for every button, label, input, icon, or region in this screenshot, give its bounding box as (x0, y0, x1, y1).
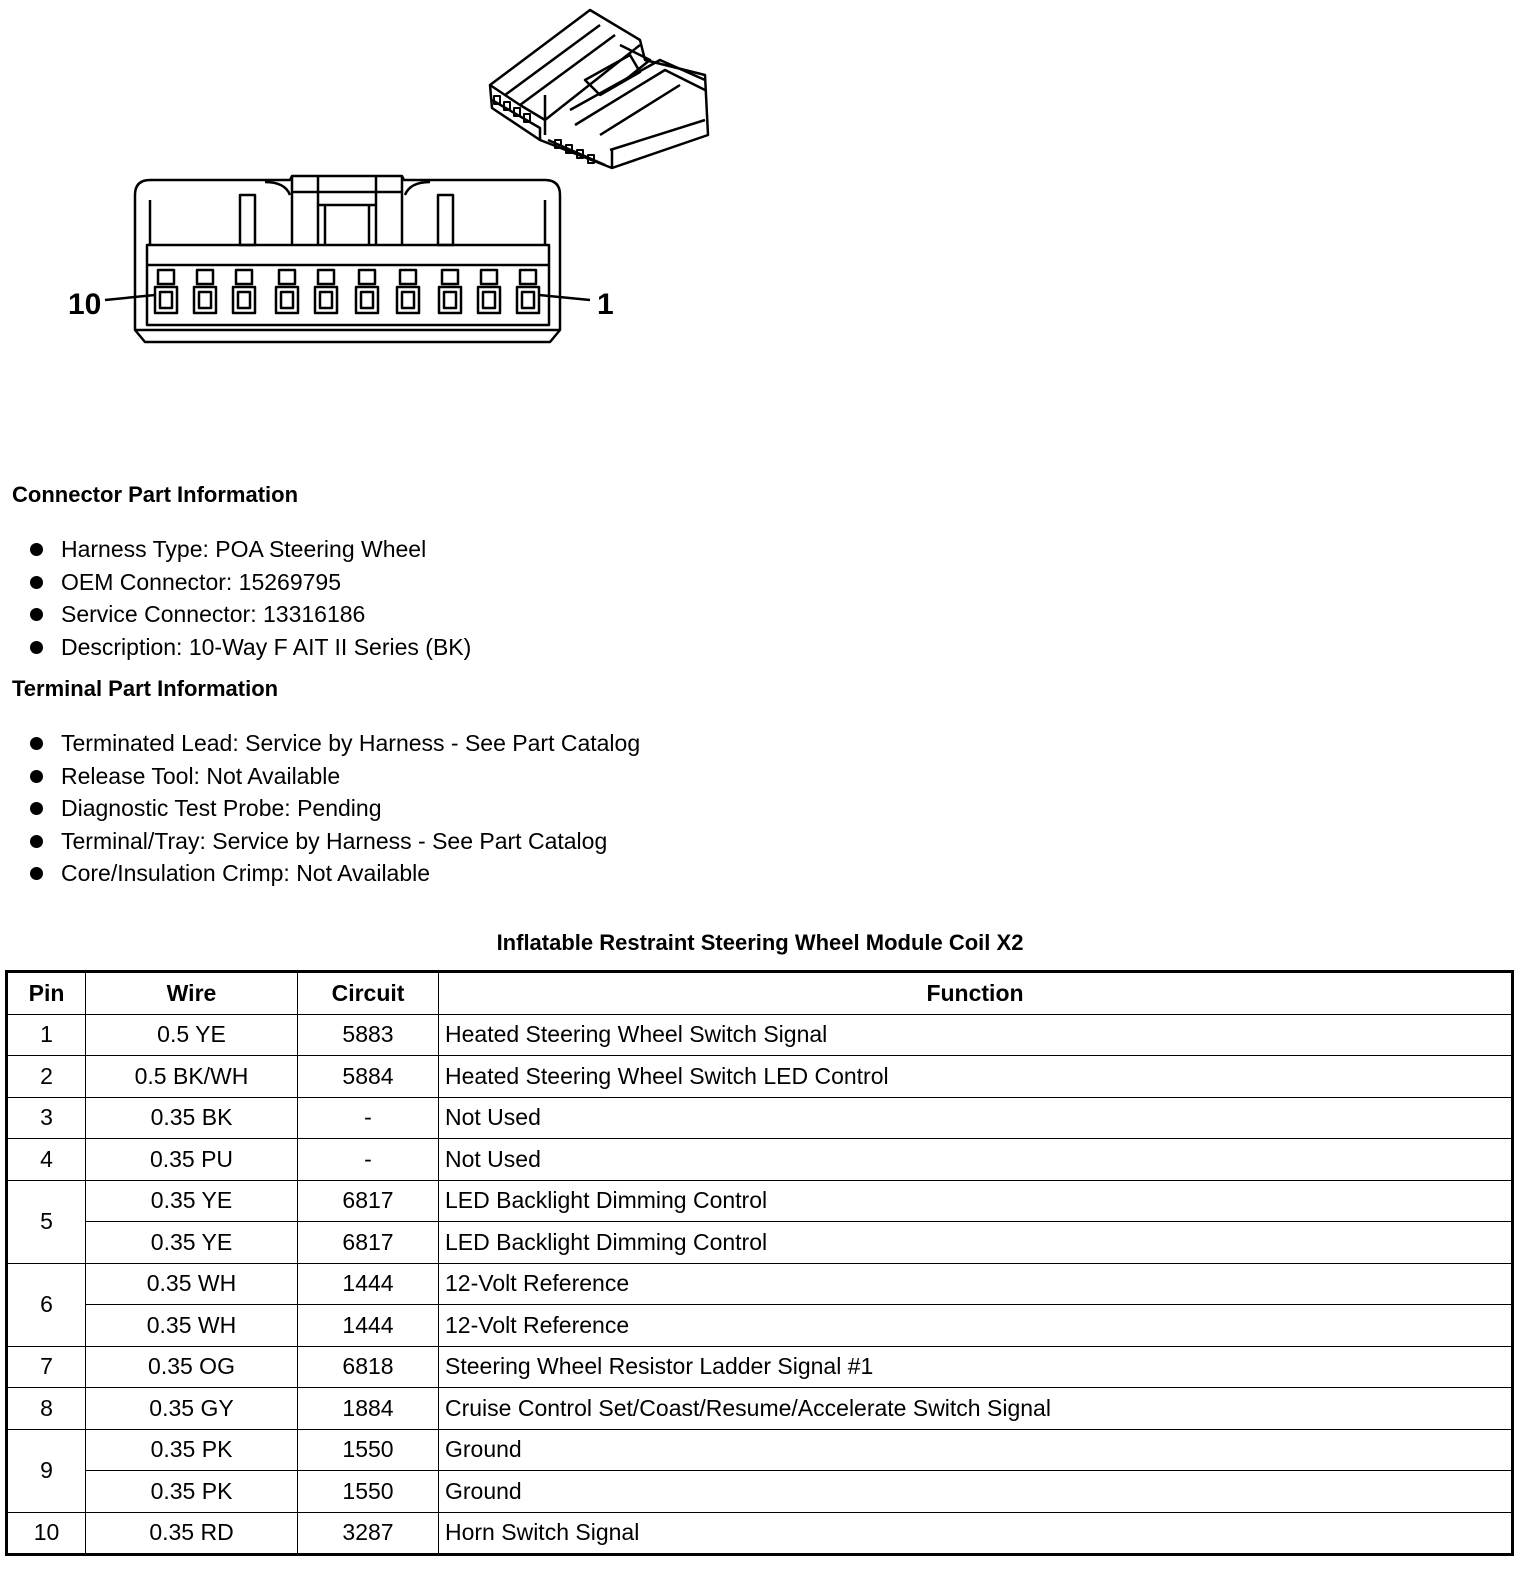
cell-function: Horn Switch Signal (439, 1512, 1513, 1555)
connector-diagram (0, 0, 760, 380)
table-title: Inflatable Restraint Steering Wheel Module Coil X2 (496, 930, 1024, 955)
cell-wire: 0.35 YE (86, 1222, 298, 1264)
bullet-icon (30, 608, 43, 621)
list-item: Diagnostic Test Probe: Pending (30, 792, 640, 825)
connector-isometric-icon (490, 10, 708, 168)
table-row (7, 1139, 1513, 1181)
cell-wire: 0.35 GY (86, 1388, 298, 1430)
cell-wire: 0.35 PU (86, 1139, 298, 1181)
table-row (7, 1512, 1513, 1555)
bullet-icon (30, 737, 43, 750)
table-row (7, 1222, 1513, 1264)
pin-1-label: 1 (597, 288, 614, 321)
cell-circuit: 1884 (298, 1388, 439, 1430)
cell-pin: 8 (7, 1388, 86, 1430)
cell-function: Not Used (439, 1097, 1513, 1139)
connector-info-list (30, 533, 471, 663)
cell-function: Steering Wheel Resistor Ladder Signal #1 (439, 1346, 1513, 1388)
cell-circuit: 1550 (298, 1471, 439, 1513)
table-body (7, 1014, 1513, 1555)
header-circuit: Circuit (298, 972, 439, 1015)
table-row (7, 1056, 1513, 1098)
bullet-icon (30, 867, 43, 880)
cell-circuit: 3287 (298, 1512, 439, 1555)
cell-pin: 3 (7, 1097, 86, 1139)
table-row (7, 1180, 1513, 1222)
cell-circuit: 1550 (298, 1429, 439, 1471)
list-item: Terminated Lead: Service by Harness - See Part Catalog (30, 727, 640, 760)
cell-circuit: 6818 (298, 1346, 439, 1388)
header-wire: Wire (86, 972, 298, 1015)
list-item: OEM Connector: 15269795 (30, 566, 471, 599)
cell-circuit: 1444 (298, 1263, 439, 1305)
connector-illustration (0, 0, 760, 380)
cell-circuit: - (298, 1097, 439, 1139)
list-item: Harness Type: POA Steering Wheel (30, 533, 471, 566)
table-header-row (7, 972, 1513, 1015)
pin-table (5, 970, 1514, 1556)
cell-wire: 0.5 BK/WH (86, 1056, 298, 1098)
table-row (7, 1263, 1513, 1305)
bullet-icon (30, 641, 43, 654)
cell-circuit: - (298, 1139, 439, 1181)
bullet-icon (30, 835, 43, 848)
cell-function: 12-Volt Reference (439, 1263, 1513, 1305)
cell-function: LED Backlight Dimming Control (439, 1180, 1513, 1222)
cell-circuit: 1444 (298, 1305, 439, 1347)
header-pin: Pin (7, 972, 86, 1015)
cell-function: Ground (439, 1471, 1513, 1513)
cell-function: Heated Steering Wheel Switch Signal (439, 1014, 1513, 1056)
cell-circuit: 6817 (298, 1222, 439, 1264)
table-row (7, 1471, 1513, 1513)
cell-function: Ground (439, 1429, 1513, 1471)
table-row (7, 1305, 1513, 1347)
table-row (7, 1014, 1513, 1056)
cell-function: Heated Steering Wheel Switch LED Control (439, 1056, 1513, 1098)
cell-pin: 6 (7, 1263, 86, 1346)
list-item: Release Tool: Not Available (30, 760, 640, 793)
cell-pin: 2 (7, 1056, 86, 1098)
terminal-info-title: Terminal Part Information (12, 676, 279, 701)
cell-wire: 0.35 WH (86, 1263, 298, 1305)
cell-circuit: 5883 (298, 1014, 439, 1056)
terminal-info-list (30, 727, 640, 890)
table-row (7, 1097, 1513, 1139)
cell-wire: 0.35 OG (86, 1346, 298, 1388)
table-row (7, 1388, 1513, 1430)
list-item: Core/Insulation Crimp: Not Available (30, 857, 640, 890)
list-item: Terminal/Tray: Service by Harness - See Part Catalog (30, 825, 640, 858)
cell-wire: 0.35 WH (86, 1305, 298, 1347)
cell-wire: 0.35 PK (86, 1429, 298, 1471)
pin-10-label: 10 (68, 288, 102, 321)
cell-wire: 0.35 RD (86, 1512, 298, 1555)
connector-front-view (105, 176, 590, 342)
cell-function: LED Backlight Dimming Control (439, 1222, 1513, 1264)
cell-pin: 4 (7, 1139, 86, 1181)
list-item: Service Connector: 13316186 (30, 598, 471, 631)
header-function: Function (439, 972, 1513, 1015)
cell-circuit: 5884 (298, 1056, 439, 1098)
bullet-icon (30, 576, 43, 589)
cell-wire: 0.35 PK (86, 1471, 298, 1513)
cell-pin: 5 (7, 1180, 86, 1263)
cell-pin: 7 (7, 1346, 86, 1388)
table-row (7, 1429, 1513, 1471)
bullet-icon (30, 802, 43, 815)
bullet-icon (30, 543, 43, 556)
cell-wire: 0.5 YE (86, 1014, 298, 1056)
cell-wire: 0.35 YE (86, 1180, 298, 1222)
cell-function: 12-Volt Reference (439, 1305, 1513, 1347)
cell-wire: 0.35 BK (86, 1097, 298, 1139)
cell-pin: 1 (7, 1014, 86, 1056)
bullet-icon (30, 770, 43, 783)
cell-circuit: 6817 (298, 1180, 439, 1222)
terminal-cavities (155, 270, 539, 313)
connector-info-title: Connector Part Information (12, 482, 299, 507)
cell-function: Cruise Control Set/Coast/Resume/Accelerate Switch Signal (439, 1388, 1513, 1430)
cell-pin: 10 (7, 1512, 86, 1555)
cell-pin: 9 (7, 1429, 86, 1512)
list-item: Description: 10-Way F AIT II Series (BK) (30, 631, 471, 664)
cell-function: Not Used (439, 1139, 1513, 1181)
table-row (7, 1346, 1513, 1388)
